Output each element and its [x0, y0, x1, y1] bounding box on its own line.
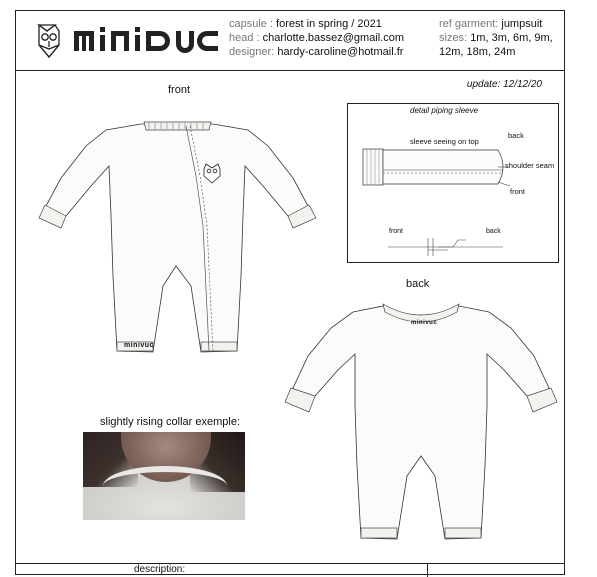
ref-garment-label: ref garment:: [439, 18, 499, 30]
collar-example-photo: [83, 432, 245, 520]
head-value: charlotte.bassez@gmail.com: [262, 32, 405, 44]
front-brand-label: minivuc: [124, 342, 154, 349]
description-label: description:: [134, 564, 186, 575]
back-view-label: back: [406, 278, 430, 290]
shoulder-seam-label: shoulder seam: [505, 161, 555, 170]
sleeve-detail-drawing: [348, 104, 558, 262]
description-divider: [427, 564, 428, 577]
brand-logo: [36, 17, 226, 61]
update-date: update: 12/12/20: [466, 79, 542, 90]
photo-collar: [103, 466, 227, 506]
head-label: head :: [229, 32, 260, 44]
garment-info: [439, 17, 564, 59]
back-brand-label: minivuc: [411, 320, 438, 326]
small-back-label: back: [486, 228, 501, 235]
sheet-header: [16, 11, 564, 71]
ref-garment-value: jumpsuit: [501, 18, 543, 30]
designer-label: designer:: [229, 46, 275, 58]
capsule-value: forest in spring / 2021: [276, 18, 382, 30]
detail-front-label: front: [510, 187, 526, 196]
capsule-label: capsule :: [229, 18, 274, 30]
sizes-label: sizes:: [439, 32, 468, 44]
tech-sheet: [15, 10, 565, 575]
collar-caption: slightly rising collar exemple:: [100, 416, 240, 428]
designer-value: hardy-caroline@hotmail.fr: [277, 46, 404, 58]
sizes-value: 1m, 3m, 6m, 9m, 12m, 18m, 24m: [439, 32, 553, 58]
small-front-label: front: [389, 228, 404, 235]
owl-logo-icon: [36, 17, 226, 61]
front-view-label: front: [168, 84, 191, 96]
sleeve-top-label: sleeve seeing on top: [410, 137, 479, 146]
detail-back-label: back: [508, 131, 524, 140]
detail-title: detail piping sleeve: [410, 106, 479, 115]
detail-piping-box: [347, 103, 559, 263]
contact-info: [229, 17, 404, 59]
back-jumpsuit-drawing: [273, 296, 573, 551]
